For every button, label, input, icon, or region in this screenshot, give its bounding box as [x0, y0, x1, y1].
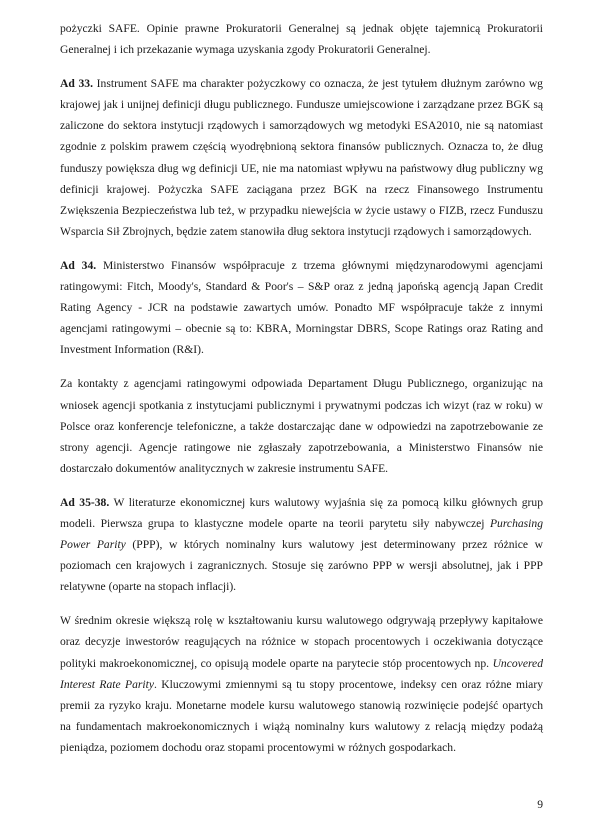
document-body — [60, 18, 543, 758]
page-number: 9 — [537, 798, 543, 811]
paragraph-sredni-okres — [60, 610, 543, 758]
paragraph-text: (PPP), w których nominalny kurs walutowy jest determinowany przez różnice w poziomach cen krajowych i zagranicznych. Stosuje się zarówno PPP w wersji absolutnej, jak i PPP relatywne (oparte na stopach inflacji). — [60, 538, 543, 594]
paragraph-text: Ministerstwo Finansów współpracuje z trzema głównymi międzynarodowymi agencjami ratingowymi: Fitch, Moody's, Standard & Poor's – S&P oraz z jedną japońską agencją Japan Credit Rating Agency - JCR na podstawie zawartych umów. Ponadto MF współpracuje także z innymi agencjami ratingowymi – obecnie są to: KBRA, Morningstar DBRS, Scope Ratings oraz Rating and Investment Information (R&I). — [60, 258, 543, 357]
paragraph-ad-35-38 — [60, 492, 543, 597]
paragraph-continuation — [60, 18, 543, 60]
paragraph-text: W literaturze ekonomicznej kurs walutowy wyjaśnia się za pomocą kilku głównych grup modeli. Pierwsza grupa to klastyczne modele oparte na teorii parytetu siły nabywczej — [60, 495, 544, 530]
paragraph-lead-label: Ad 35-38. — [60, 495, 110, 509]
paragraph-text: Instrument SAFE ma charakter pożyczkowy co oznacza, że jest tytułem dłużnym zarówno wg krajowej jak i unijnej definicji długu publicznego. Fundusze umiejscowione i zarządzane przez BGK są zaliczone do sektora instytucji rządowych i samorządowych wg metodyki ESA2010, nie są natomiast zgodnie z polskim prawem częścią wyodrębnioną sektora finansów publicznych. Oznacza to, że dług funduszy powiększa dług wg definicji UE, nie ma natomiast wpływu na państwowy dług publiczny wg definicji krajowej. Pożyczka SAFE zaciągana przez BGK na rzecz Finansowego Instrumentu Zwiększenia Bezpieczeństwa lub też, w przypadku niewejścia w życie ustawy o FIZB, rzecz Funduszu Wsparcia Sił Zbrojnych, będzie zatem stanowiła dług sektora instytucji rządowych i samorządowych. — [60, 77, 543, 238]
paragraph-lead-label: Ad 33. — [60, 77, 93, 91]
paragraph-italic-term: Purchasing Power Parity — [60, 516, 543, 552]
paragraph-italic-term: Uncovered Interest Rate Parity — [60, 656, 543, 691]
paragraph-text: . Kluczowymi zmiennymi są tu stopy procentowe, indeksy cen oraz różne miary premii za ryzyko kraju. Monetarne modele kursu walutowego stanowią rozwinięcie podejść opartych na fundamentach makroekonomicznych i wiążą nominalny kurs walutowy z relacją między podażą pieniądza, poziomem dochodu oraz stopami procentowymi w różnych gospodarkach. — [60, 677, 543, 754]
paragraph-text: W średnim okresie większą rolę w kształtowaniu kursu walutowego odgrywają przepływy kapitałowe oraz decyzje inwestorów reagujących na różnice w stopach procentowych i oczekiwania dotyczące polityki makroekonomicznej, co opisują modele oparte na parytecie stóp procentowych np. — [60, 614, 543, 670]
paragraph-kontakty-agencje — [60, 373, 543, 478]
paragraph-ad-34 — [60, 255, 543, 360]
paragraph-text: Za kontakty z agencjami ratingowymi odpowiada Departament Długu Publicznego, organizując na wniosek agencji spotkania z instytucjami publicznymi i prywatnymi podczas ich wizyt (raz w roku) w Polsce oraz konferencje telefoniczne, a także dostarczając dane w odpowiedzi na zapotrzebowanie ze strony agencji. Agencje ratingowe nie zgłaszały zapotrzebowania, a Ministerstwo Finansów nie dostarczało dokumentów analitycznych w zakresie instrumentu SAFE. — [60, 377, 543, 475]
paragraph-text: pożyczki SAFE. Opinie prawne Prokuratorii Generalnej są jednak objęte tajemnicą Prokuratorii Generalnej i ich przekazanie wymaga uzyskania zgody Prokuratorii Generalnej. — [60, 22, 543, 57]
paragraph-lead-label: Ad 34. — [60, 258, 97, 272]
paragraph-ad-33 — [60, 73, 543, 242]
